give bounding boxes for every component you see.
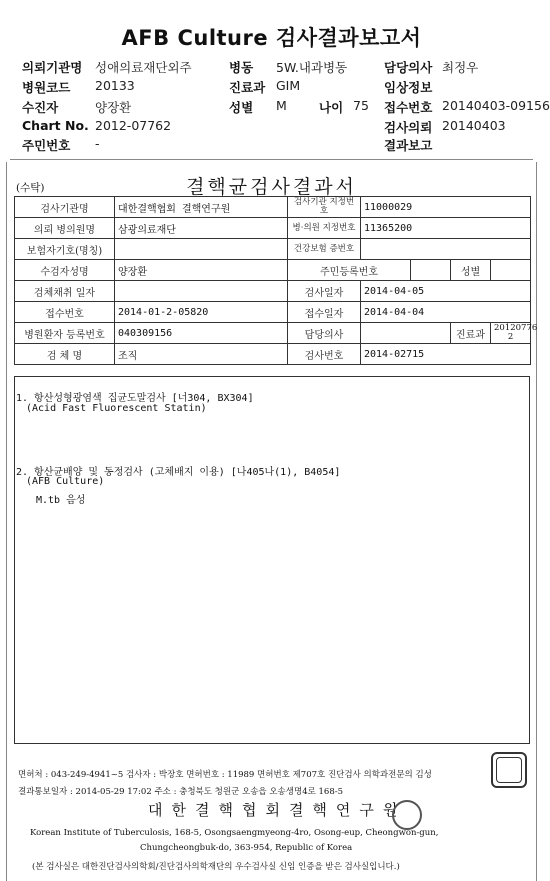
cell-value: 2014-04-05 bbox=[361, 281, 531, 302]
label-receipt-no: 접수번호 bbox=[384, 100, 433, 115]
results-box bbox=[14, 376, 530, 744]
label-ward: 병동 bbox=[229, 60, 254, 75]
cell-label: 검사기관명 bbox=[15, 197, 115, 218]
cell-value: 2014-04-04 bbox=[361, 302, 531, 323]
cell-value: 조직 bbox=[115, 344, 288, 365]
table-row bbox=[15, 302, 531, 323]
label-request-date: 검사의뢰 bbox=[384, 120, 433, 135]
cell-label: 접수번호 bbox=[15, 302, 115, 323]
cell-value: 대한결핵협회 결핵연구원 bbox=[115, 197, 288, 218]
report-title: AFB Culture 검사결과보고서 bbox=[121, 26, 422, 50]
cell-value: 삼광의료재단 bbox=[115, 218, 288, 239]
label-doctor: 담당의사 bbox=[384, 60, 433, 75]
label-result-report: 결과보고 bbox=[384, 138, 433, 153]
cell-label: 병원환자 등록번호 bbox=[15, 323, 115, 344]
cell-label: 검사번호 bbox=[288, 344, 361, 365]
value-age: 75 bbox=[353, 98, 369, 113]
cell-value: 20120776 2 bbox=[491, 323, 531, 344]
round-stamp-icon bbox=[392, 800, 422, 830]
test-item-1-en: (Acid Fast Fluorescent Statin) bbox=[26, 403, 207, 414]
cell-label: 의뢰 병의원명 bbox=[15, 218, 115, 239]
value-patient: 양장환 bbox=[95, 100, 132, 115]
institute-address-1: Korean Institute of Tuberculosis, 168-5, Osongsaengmyeong-4ro, Osong-eup, Cheongwon-gun, bbox=[30, 828, 439, 838]
label-chart-no: Chart No. bbox=[22, 118, 89, 133]
cell-value bbox=[361, 239, 531, 260]
test-item-1: 1. 항산성형광염색 집균도말검사 [너304, BX304] bbox=[16, 393, 254, 404]
consignment-tag: (수탁) bbox=[16, 182, 45, 194]
value-ward: 5W.내과병동 bbox=[276, 60, 348, 75]
institute-name-kr: 대한결핵협회결핵연구원 bbox=[148, 801, 407, 819]
value-sex: M bbox=[276, 98, 287, 113]
cell-value: 040309156 bbox=[115, 323, 288, 344]
cell-value: 11365200 bbox=[361, 218, 531, 239]
cell-value: 2014-02715 bbox=[361, 344, 531, 365]
cell-value bbox=[115, 239, 288, 260]
cell-value bbox=[361, 323, 451, 344]
cell-value bbox=[491, 260, 531, 281]
footer-contact: 면허처 : 043-249-4941~5 검사자 : 박장호 면허번호 : 11989 면허번호 제707호 진단검사 의학과전문의 김성 bbox=[18, 770, 432, 780]
cell-value: 11000029 bbox=[361, 197, 531, 218]
value-chart-no: 2012-07762 bbox=[95, 118, 172, 133]
cell-value: 양장환 bbox=[115, 260, 288, 281]
table-row bbox=[15, 197, 531, 218]
cell-label: 검사기관 지정번호 bbox=[288, 197, 361, 218]
institute-address-2: Chungcheongbuk-do, 363-954, Republic of Korea bbox=[140, 843, 353, 853]
header-divider bbox=[10, 159, 533, 160]
cell-label: 검 체 명 bbox=[15, 344, 115, 365]
label-age: 나이 bbox=[319, 100, 344, 115]
value-department: GIM bbox=[276, 78, 301, 93]
label-clinical-info: 임상정보 bbox=[384, 80, 433, 95]
table-row bbox=[15, 323, 531, 344]
table-row bbox=[15, 218, 531, 239]
test-item-2: 2. 항산균배양 및 동정검사 (고체배지 이용) [나405나(1), B4054] bbox=[16, 467, 341, 478]
cell-label: 검체채취 일자 bbox=[15, 281, 115, 302]
cell-label: 진료과 bbox=[451, 323, 491, 344]
table-row bbox=[15, 281, 531, 302]
label-patient: 수진자 bbox=[22, 100, 59, 115]
table-row bbox=[15, 239, 531, 260]
test-result: M.tb 음성 bbox=[36, 495, 86, 506]
cell-label: 주민등록번호 bbox=[288, 260, 411, 281]
seal-stamp-icon bbox=[491, 752, 527, 788]
cell-label: 병·의원 지정번호 bbox=[288, 218, 361, 239]
report-form-table bbox=[14, 196, 538, 365]
value-doctor: 최정우 bbox=[442, 60, 479, 75]
scanned-report-title: 결핵균검사결과서 bbox=[186, 176, 357, 198]
value-resident-no: - bbox=[95, 136, 100, 151]
value-request-date: 20140403 bbox=[442, 118, 506, 133]
test-item-2-en: (AFB Culture) bbox=[26, 476, 105, 487]
label-sex: 성별 bbox=[229, 100, 254, 115]
cell-label: 성별 bbox=[451, 260, 491, 281]
label-resident-no: 주민번호 bbox=[22, 138, 71, 153]
cell-label: 담당의사 bbox=[288, 323, 361, 344]
certification-note: (본 검사실은 대한진단검사의학회/진단검사의학재단의 우수검사실 신임 인증을 받은 검사실입니다.) bbox=[32, 862, 400, 872]
value-requester: 성애의료재단외주 bbox=[95, 60, 192, 75]
value-receipt-no: 20140403-09156 bbox=[442, 98, 550, 113]
label-hospital-code: 병원코드 bbox=[22, 80, 71, 95]
value-hospital-code: 20133 bbox=[95, 78, 135, 93]
cell-value bbox=[411, 260, 451, 281]
footer-report-date: 결과통보일자 : 2014-05-29 17:02 주소 : 충청북도 청원군 오송읍 오송생명4로 168-5 bbox=[18, 787, 344, 797]
cell-value: 2014-01-2-05820 bbox=[115, 302, 288, 323]
cell-label: 건강보험 증번호 bbox=[288, 239, 361, 260]
table-row bbox=[15, 344, 531, 365]
cell-label: 접수일자 bbox=[288, 302, 361, 323]
label-department: 진료과 bbox=[229, 80, 266, 95]
table-row bbox=[15, 260, 531, 281]
cell-label: 검사일자 bbox=[288, 281, 361, 302]
cell-value bbox=[115, 281, 288, 302]
label-requester: 의뢰기관명 bbox=[22, 60, 83, 75]
cell-label: 보험자기호(명칭) bbox=[15, 239, 115, 260]
cell-label: 수검자성명 bbox=[15, 260, 115, 281]
